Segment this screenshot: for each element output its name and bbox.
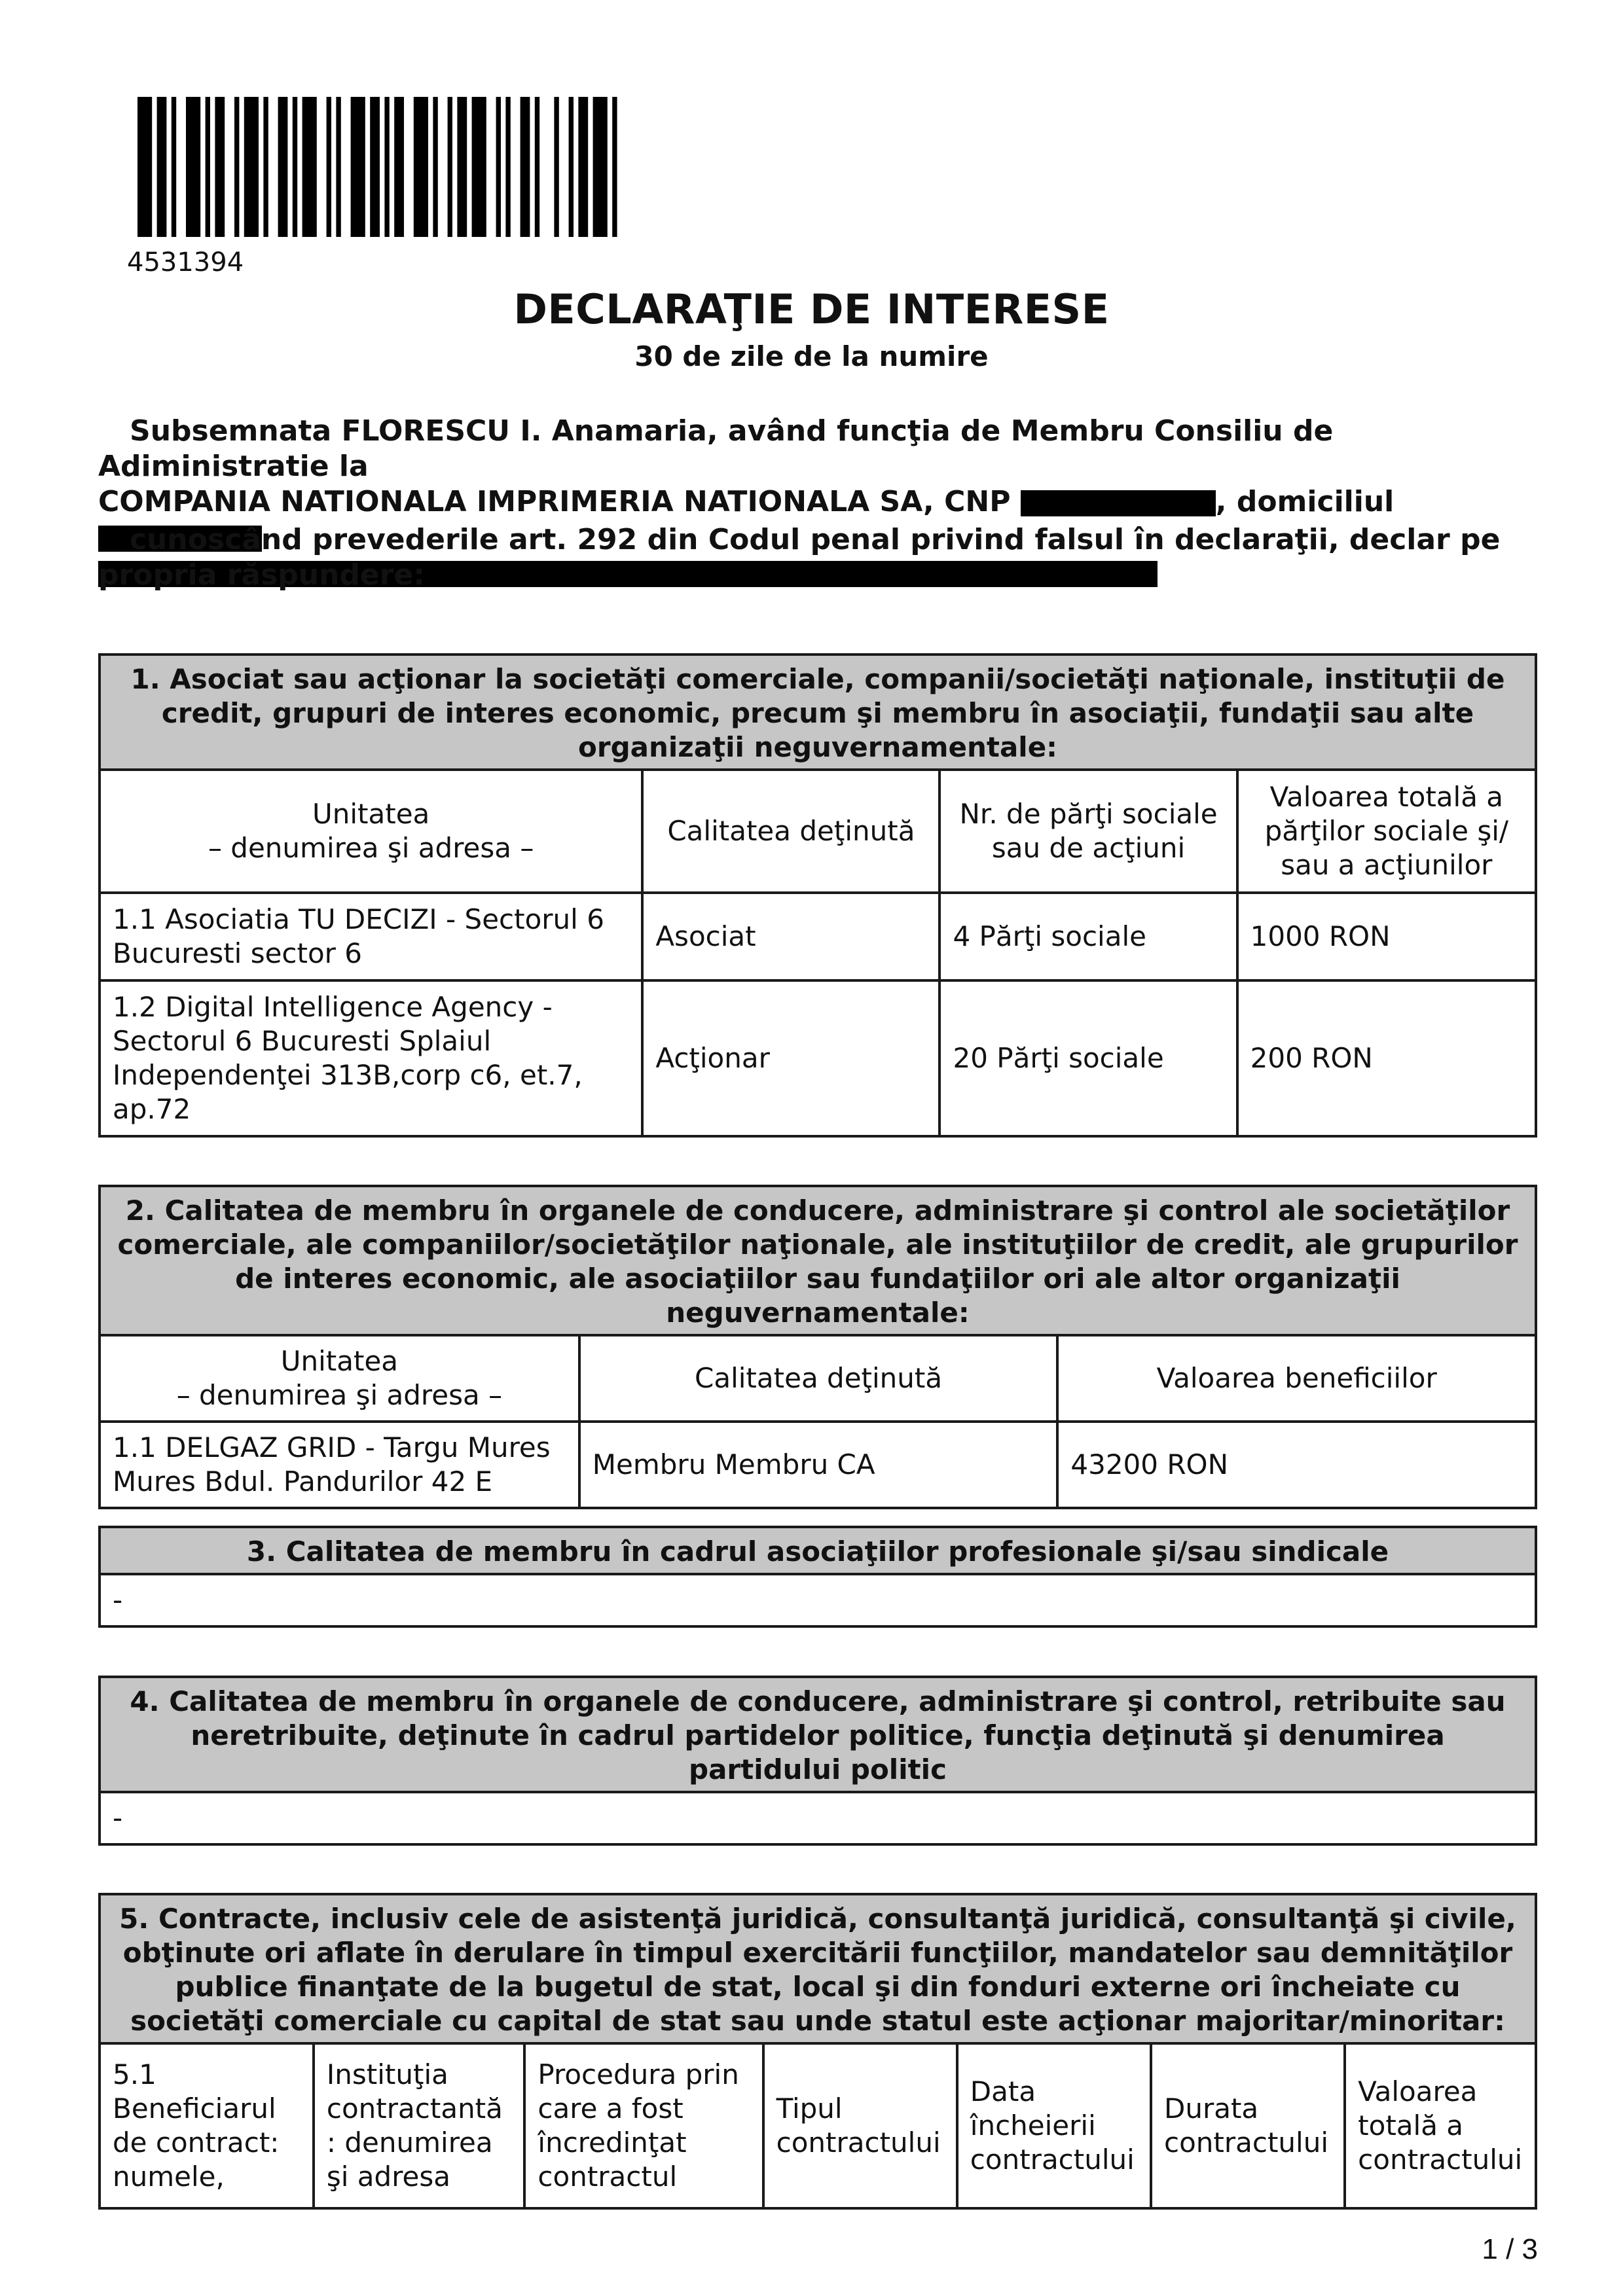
intro-line-1: Subsemnata FLORESCU I. Anamaria, având funcţia de Membru Consiliu de Adiministratie la	[98, 414, 1334, 483]
declaration-statement: cunoscând prevederile art. 292 din Codul penal privind falsul în declaraţii, declar pe propria răspundere:	[98, 523, 1501, 592]
s2-row1-value: 43200 RON	[1057, 1422, 1536, 1508]
intro-domicile-label: , domiciliul	[1215, 485, 1395, 518]
section-3-title: 3. Calitatea de membru în cadrul asociaţiilor profesionale şi/sau sindicale	[100, 1527, 1536, 1574]
s5-header-duration: Durata contractului	[1151, 2043, 1345, 2208]
section-2-title: 2. Calitatea de membru în organele de conducere, administrare şi control ale societăţilor comerciale, ale companiilor/societăţilor naţionale, ale instituţiilor de credit, ale grupurilor de interes economic, ale asociaţiilor sau fundaţiilor ori ale altor organizaţii neguvernamentale:	[100, 1186, 1536, 1335]
page-number: 1 / 3	[1482, 2233, 1538, 2265]
section-4-table	[98, 1676, 1537, 1846]
s1-row2-shares: 20 Părţi sociale	[939, 980, 1237, 1136]
s1-header-shares: Nr. de părţi sociale sau de acţiuni	[939, 770, 1237, 893]
s1-header-value: Valoarea totală a părţilor sociale şi/ sau a acţiunilor	[1237, 770, 1536, 893]
section-4-value: -	[100, 1792, 1536, 1844]
section-1-title: 1. Asociat sau acţionar la societăţi comerciale, companii/societăţi naţionale, instituţii de credit, grupuri de interes economic, precum şi membru în asociaţii, fundaţii sau alte organizaţii neguvernamentale:	[100, 655, 1536, 770]
document-subtitle: 30 de zile de la numire	[634, 340, 989, 372]
s2-header-quality: Calitatea deţinută	[579, 1335, 1058, 1422]
s2-row1-unit: 1.1 DELGAZ GRID - Targu Mures Mures Bdul. Pandurilor 42 E	[100, 1422, 579, 1508]
s1-row1-value: 1000 RON	[1237, 893, 1536, 980]
s1-row1-quality: Asociat	[642, 893, 939, 980]
s5-header-date: Data încheierii contractului	[957, 2043, 1151, 2208]
s5-header-institution: Instituţia contractantă: denumirea şi adresa	[314, 2043, 525, 2208]
section-5-title: 5. Contracte, inclusiv cele de asistenţă juridică, consultanţă juridică, consultanţă şi civile, obţinute ori aflate în derulare în timpul exercitării funcţiilor, mandatelor sau demnităţilor publice finanţate de la bugetul de stat, local şi din fonduri externe ori încheiate cu societăţi comerciale cu capital de stat sau unde statul este acţionar majoritar/minoritar:	[100, 1894, 1536, 2043]
s5-header-type: Tipul contractului	[763, 2043, 957, 2208]
section-5-table	[98, 1893, 1537, 2210]
s2-row1-quality: Membru Membru CA	[579, 1422, 1058, 1508]
section-3-table	[98, 1526, 1537, 1628]
s5-header-procedure: Procedura prin care a fost încredinţat contractul	[524, 2043, 763, 2208]
barcode-number: 4531394	[127, 247, 244, 278]
table-row	[100, 1422, 1536, 1508]
s5-header-value: Valoarea totală a contractului	[1345, 2043, 1536, 2208]
s1-header-quality: Calitatea deţinută	[642, 770, 939, 893]
table-row	[100, 980, 1536, 1136]
barcode	[137, 97, 884, 237]
s1-row1-shares: 4 Părţi sociale	[939, 893, 1237, 980]
section-1-table	[98, 653, 1537, 1138]
section-4-title: 4. Calitatea de membru în organele de conducere, administrare şi control, retribuite sau neretribuite, deţinute în cadrul partidelor politice, funcţia deţinută şi denumirea partidului politic	[100, 1677, 1536, 1792]
s2-header-unit: Unitatea – denumirea şi adresa –	[100, 1335, 579, 1422]
s2-header-benefits: Valoarea beneficiilor	[1057, 1335, 1536, 1422]
s1-row2-quality: Acţionar	[642, 980, 939, 1136]
redacted-cnp	[1021, 490, 1216, 516]
s1-row2-unit: 1.2 Digital Intelligence Agency - Sectorul 6 Bucuresti Splaiul Independenţei 313B,corp c6, et.7, ap.72	[100, 980, 642, 1136]
s1-row1-unit: 1.1 Asociatia TU DECIZI - Sectorul 6 Bucuresti sector 6	[100, 893, 642, 980]
s1-row2-value: 200 RON	[1237, 980, 1536, 1136]
table-row	[100, 893, 1536, 980]
section-3-value: -	[100, 1574, 1536, 1626]
intro-line-2: COMPANIA NATIONALA IMPRIMERIA NATIONALA SA, CNP	[98, 485, 1011, 518]
s1-header-unit: Unitatea – denumirea şi adresa –	[100, 770, 642, 893]
section-2-table	[98, 1185, 1537, 1509]
document-title: DECLARAŢIE DE INTERESE	[513, 285, 1110, 333]
s5-header-beneficiary: 5.1 Beneficiarul de contract: numele,	[100, 2043, 314, 2208]
